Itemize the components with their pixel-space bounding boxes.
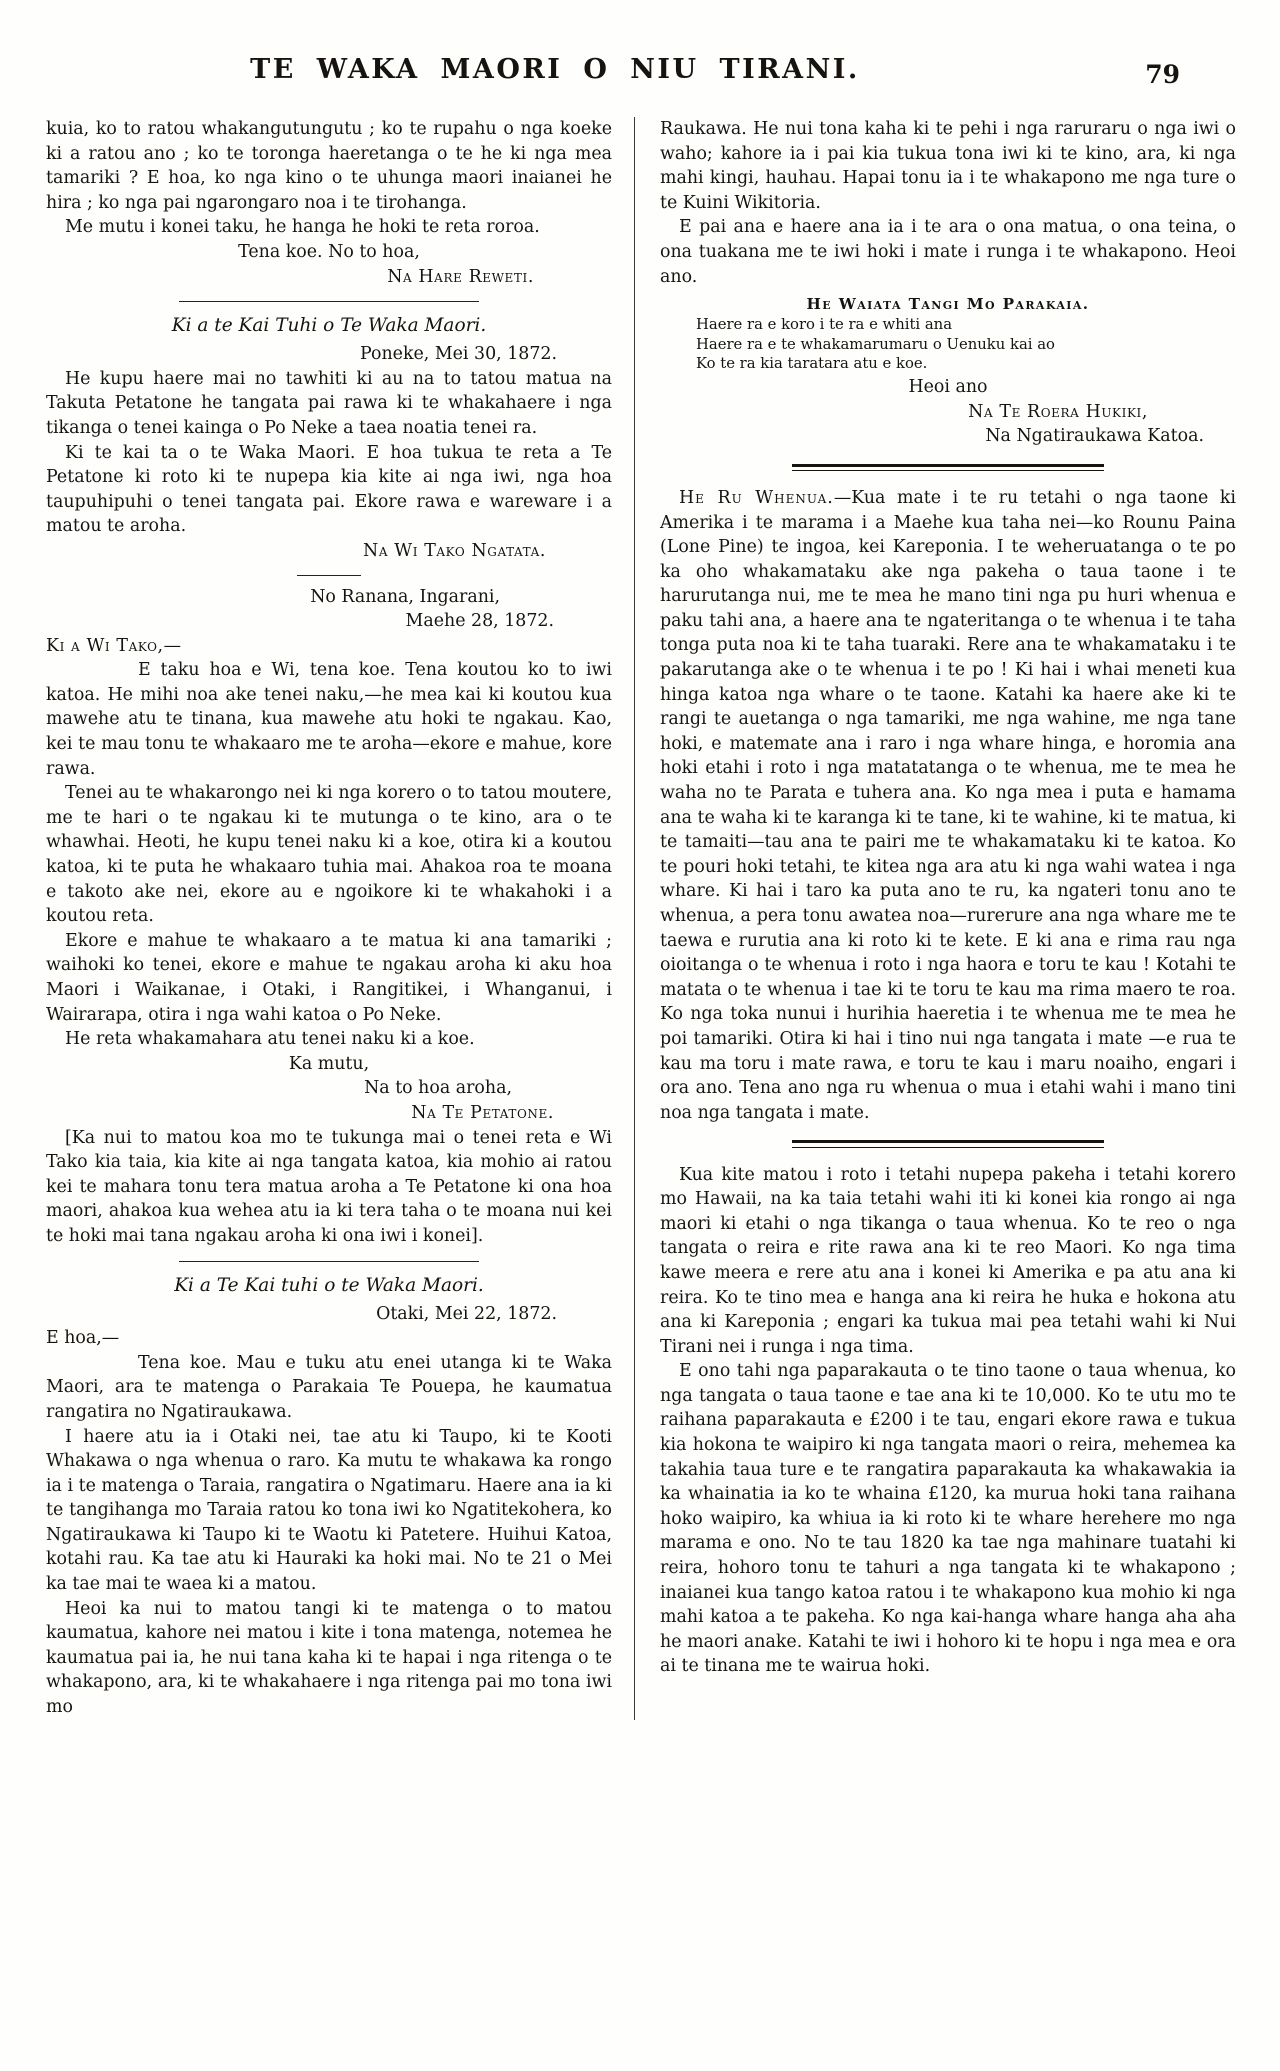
paragraph: Me mutu i konei taku, he hanga he hoki te reta roroa.: [65, 217, 540, 238]
dateline: Otaki, Mei 22, 1872.: [376, 1303, 557, 1324]
waiata-line: Ko te ra kia taratara atu e koe.: [696, 355, 928, 373]
column-container: [0, 117, 1280, 1720]
paragraph: E taku hoa e Wi, tena koe. Tena koutou ko to iwi katoa. He mihi noa ake tenei naku,—he mea kai ki koutou kua mawehe atu te tinana, kua mawehe atu hoki te ngakau. Kao, kei te mau tonu te whakaaro me te aroha—ekore e mahue, kore rawa.: [46, 660, 612, 779]
dateline: Maehe 28, 1872.: [405, 611, 554, 632]
paragraph: He kupu haere mai no tawhiti ki au na to tatou matua na Takuta Petatone he tangata pai rawa ki te whakahaere i nga tikanga o tenei kainga o Po Neke a taea noatia tenei ra.: [46, 368, 612, 438]
closing-line: Heoi ano: [908, 376, 988, 397]
paragraph: Kua kite matou i roto i tetahi nupepa pakeha i tetahi korero mo Hawaii, na ka taia tetahi wahi iti ki konei kia rongo ai nga maori ki etahi o nga tikanga o taua whenua. Ko te reo o nga tangata o reira e rite rawa ana ki te reo Maori. Ko nga tima kawe meera e rere atu ana i konei ki Amerika e pa atu ana ki reira. Ko te tino mea e hanga ana ki reira he huka e hokona atu ana ki Kareponia ; engari ka tukua mai pea tetahi wahi ki Nui Tirani nei i runga i nga tima.: [660, 1164, 1236, 1357]
page-number: 79: [1145, 60, 1180, 89]
paragraph: I haere atu ia i Otaki nei, tae atu ki Taupo, ki te Kooti Whakawa o nga whenua o raro. Ka mutu te whakawa ka rongo ia i te matenga o Taraia, rangatira o Ngatimaru. Haere ana ia ki te tangihanga mo Taraia ratou ko tona iwi ko Ngatitekohera, ko Ngatiraukawa ki Taupo ki te Waotu ki Patetere. Huihui Katoa, kotahi rau. Ka tae atu ki Hauraki ka hoki mai. No te 21 o Mei ka tae mai te waea ki a matou.: [46, 1426, 612, 1595]
signature-line: Na Wi Tako Ngatata.: [363, 540, 546, 561]
paragraph: kuia, ko to ratou whakangutungutu ; ko te rupahu o nga koeke ki a ratou ano ; ko te toronga haeretanga o te he ki nga mea tamariki ? E hoa, ko nga kino o te uhunga maori inaianei he hira ; ko nga pai ngarongaro noa i te tirohanga.: [46, 119, 612, 213]
paragraph: Tena koe. Mau e tuku atu enei utanga ki te Waka Maori, ara te matenga o Parakaia Te Pouepa, he kaumatua rangatira no Ngatiraukawa.: [46, 1352, 612, 1422]
section-rule: [179, 1261, 479, 1262]
waiata-line: Haere ra e koro i te ra e whiti ana: [696, 316, 953, 334]
section-rule: [792, 464, 1104, 471]
paragraph: Heoi ka nui to matou tangi ki te matenga o to matou kaumatua, kahore nei matou i kite i tona matenga, notemea he kaumatua pai ia, he nui tana kaha ki te hapai i nga ritenga o te whakapono, ara, ki te whakahaere i nga ritenga pai mo tona iwi mo: [46, 1598, 612, 1718]
salutation: Ki a Wi Tako,—: [46, 635, 182, 656]
paragraph: Tenei au te whakarongo nei ki nga korero o to tatou moutere, me te hari o te ngakau ki te mutunga o te kino, ara o te whawhai. Heoti, he kupu tenei naku ki a koe, otira ki a koutou katoa, ki te puta he whakaaro tuhia mai. Ahakoa roa te moana e takoto ake nei, ekore au e ngoikore ki te whakahoki i a koutou reta.: [46, 783, 612, 927]
signature-line: Na Hare Reweti.: [387, 266, 534, 287]
news-item-paragraph: He Ru Whenua.—Kua mate i te ru tetahi o nga taone ki Amerika i te marama i a Maehe kua taha nei—ko Rounu Paina (Lone Pine) te ingoa, kei Kareponia. I te weheruatanga o te po ka oho whakamataku ake nga pakeha o taua taone i te harurutanga nui, me te mea he mano tini nga pu huri whenua e paku tahi ana, a haere ana te ngateritanga o te whenua i te taha tonga puta noa ki te taha tuaraki. Rere ana te whakamataku i te pakarutanga ake o te whenua i te po ! Ki hai i whai meneti kua hinga katoa nga whare o te taone. Katahi ka haere ake ki te rangi te auetanga o nga tamariki, me nga wahine, me nga tane hoki, e matemate ana i raro i nga whare hinga, e horomia ana hoki etahi i roto i nga matatatanga o te whenua, me te mea he waha no te Parata e tuhera ana. Ko nga mea i puta e hamama ana te waha ki te karanga ki te tane, ki te wahine, ki te matua, ki te tamaiti—tau ana te pairi me te whakamataku ki te katoa. Ko te pouri hoki tetahi, te kitea nga ara atu ki nga wahi watea i nga whare. Ki hai i taro ka puta ano te ru, ka ngateri tonu ano te whenua, a pera tonu awatea noa—rurerure ana nga whare me te taewa e rurutia ana ki roto ki te kete. E ki ana e rima rau nga oioitanga o te whenua i roto i nga haora e toru te kau ! Kotahi te matata o te whenua i tae ki te toru te kau ma rima maero te roa. Ko nga toka nunui i hurihia haeretia i te whenua me te mea he poi tamariki. Otira ki hai i tino nui nga tangata i mate —e rua te kau ma toru i mate rawa, e toru te kau i maru noaiho, engari i ora ano. Tena ano nga ru whenua o mua i etahi wahi i mano tini noa nga tangata i mate.: [660, 487, 1236, 1123]
paragraph: Raukawa. He nui tona kaha ki te pehi i nga raruraru o nga iwi o waho; kahore ia i pai kia tukua tona iwi ki te kino, ara, ki nga mahi kingi, hauhau. Hapai tonu ia i te whakapono me nga ture o te Kuini Wikitoria.: [660, 119, 1236, 213]
section-rule: [792, 1140, 1104, 1147]
waiata-heading: He Waiata Tangi Mo Parakaia.: [806, 295, 1090, 314]
letter-heading: Ki a Te Kai tuhi o te Waka Maori.: [174, 1274, 484, 1296]
closing-line: Na to hoa aroha,: [364, 1078, 512, 1099]
paragraph: E pai ana e haere ana ia i te ara o ona matua, o ona teina, o ona tuakana me te iwi hoki i mate i runga i te whakapono. Heoi ano.: [660, 217, 1236, 287]
paragraph: Ki te kai ta o te Waka Maori. E hoa tukua te reta a Te Petatone ki roto ki te nupepa kia kite ai nga iwi, nga hoa taupuhipuhi o tenei tangata pai. Ekore rawa e wareware i a matou te aroha.: [46, 442, 612, 537]
section-rule: [179, 301, 479, 302]
closing-line: No Ranana, Ingarani,: [310, 586, 500, 607]
section-rule: [297, 575, 361, 576]
masthead-title: TE WAKA MAORI O NIU TIRANI.: [250, 54, 860, 85]
right-column: [635, 117, 1236, 1720]
closing-line: Ka mutu,: [288, 1053, 370, 1074]
news-item-lead: He Ru Whenua.: [679, 487, 834, 508]
left-column: [46, 117, 635, 1720]
salutation: E hoa,—: [46, 1328, 120, 1349]
paragraph: [Ka nui to matou koa mo te tukunga mai o tenei reta e Wi Tako kia taia, kia kite ai nga tangata katoa, kia mohio ai ratou kei te mahara tonu tera matua aroha a Te Petatone ki ona hoa maori, ahakoa kua wehea atu ia ki tera taha o te moana nui kei te hoki mai tana ngakau aroha ki ona iwi i konei].: [46, 1127, 612, 1246]
signature-line: Na Ngatiraukawa Katoa.: [985, 426, 1204, 447]
signature-line: Na Te Roera Hukiki,: [968, 401, 1148, 422]
letter-heading: Ki a te Kai Tuhi o Te Waka Maori.: [171, 315, 487, 337]
paragraph: He reta whakamahara atu tenei naku ki a koe.: [65, 1029, 475, 1050]
waiata-line: Haere ra e te whakamarumaru o Uenuku kai ao: [696, 335, 1055, 353]
signature-line: Na Te Petatone.: [411, 1102, 554, 1123]
dateline: Poneke, Mei 30, 1872.: [359, 344, 557, 365]
closing-line: Tena koe. No to hoa,: [238, 241, 420, 262]
paragraph: E ono tahi nga paparakauta o te tino taone o taua whenua, ko nga tangata o taua taone e tae ana ki te 10,000. Ko te utu mo te raihana paparakauta e £200 i te tau, engari ekore rawa e tukua kia hokona te waipiro ki nga tangata maori o reira, mehemea ka takahia taua ture e te rangatira paparakauta ka whakawakia ia ka whainatia ia ko te whaina £120, ka murua hoki tana raihana hoko waipiro, ka whiua ia ki roto ki te whare herehere mo nga marama e ono. No te tau 1820 ka tae nga mahinare tuatahi ki reira, hohoro tonu te tahuri a nga tangata ki te whakapono ; inaianei kua tango katoa ratou i te whakapono kua mohio ki nga mahi katoa a te pakeha. Ko nga kai-hanga whare hanga aha aha he maori anake. Katahi te iwi i hohoro ki te hopu i nga mea e ora ai te tinana me te wairua hoki.: [660, 1361, 1236, 1677]
waiata: [660, 315, 1236, 374]
paragraph: Ekore e mahue te whakaaro a te matua ki ana tamariki ; waihoki ko tenei, ekore e mahue te ngakau aroha ki aku hoa Maori i Waikanae, i Otaki, i Rangitikei, i Whanganui, i Wairarapa, otira i nga wahi katoa o Po Neke.: [46, 930, 612, 1025]
